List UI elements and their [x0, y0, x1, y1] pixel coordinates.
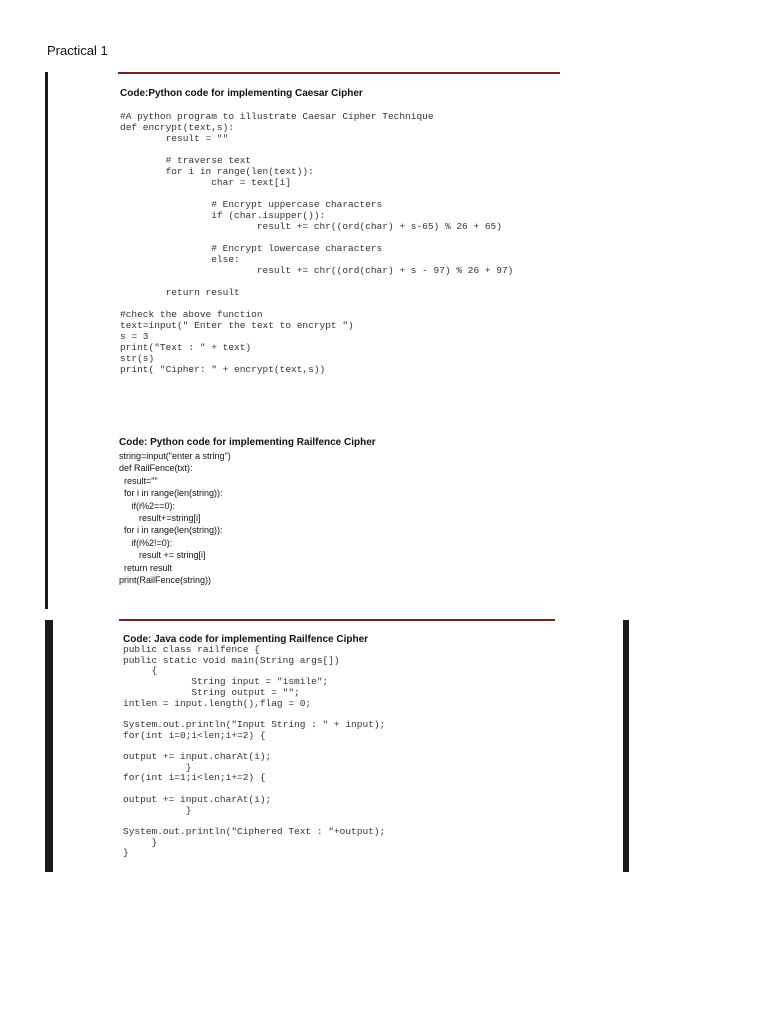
- left-border-bar: [45, 72, 48, 609]
- code-line: string=input("enter a string"): [119, 451, 231, 461]
- railfence-python-code-block: [119, 450, 231, 586]
- railfence-python-section-title: Code: Python code for implementing Railfence Cipher: [119, 437, 376, 448]
- code-line: return result: [119, 562, 173, 573]
- code-line: if(i%2==0):: [119, 500, 176, 511]
- right-border-bar-java: [623, 620, 629, 872]
- railfence-java-code-block: public class railfence { public static void main(String args[]) { String input = "ismile"; String output = ""; intlen = input.length(),flag = 0; System.out.println("Input String : " + input); for(int i=0;i<len;i+=2) { output += input.charAt(i); } for(int i=1;i<len;i+=2) { output += input.charAt(i); } System.out.println("Ciphered Text : "+output); } }: [123, 644, 386, 859]
- code-line: result += string[i]: [119, 550, 206, 561]
- caesar-code-block: #A python program to illustrate Caesar Cipher Technique def encrypt(text,s): result = "" # traverse text for i in range(len(text)): char = text[i] # Encrypt uppercase characters if (char.isupper()): result += chr((ord(char) + s-65) % 26 + 65) # Encrypt lowercase characters else: result += chr((ord(char) + s - 97) % 26 + 97) return result #check the above function text=input(" Enter the text to encrypt ") s = 3 print("Text : " + text) str(s) print( "Cipher: " + encrypt(text,s)): [120, 111, 514, 375]
- railfence-java-section-title: Code: Java code for implementing Railfence Cipher: [123, 634, 369, 645]
- code-line: for i in range(len(string)):: [119, 488, 223, 499]
- page-title: Practical 1: [47, 43, 108, 58]
- code-line: result="": [119, 475, 158, 486]
- section-divider: [118, 72, 560, 74]
- caesar-section-title: Code:Python code for implementing Caesar Cipher: [120, 88, 363, 99]
- code-line: if(i%2!=0):: [119, 537, 173, 548]
- left-border-bar-java: [45, 620, 53, 872]
- section-divider-java: [119, 619, 555, 621]
- code-line: print(RailFence(string)): [119, 575, 212, 586]
- code-line: result+=string[i]: [119, 513, 201, 524]
- code-line: for i in range(len(string)):: [119, 525, 223, 536]
- code-line: def RailFence(txt):: [119, 463, 193, 474]
